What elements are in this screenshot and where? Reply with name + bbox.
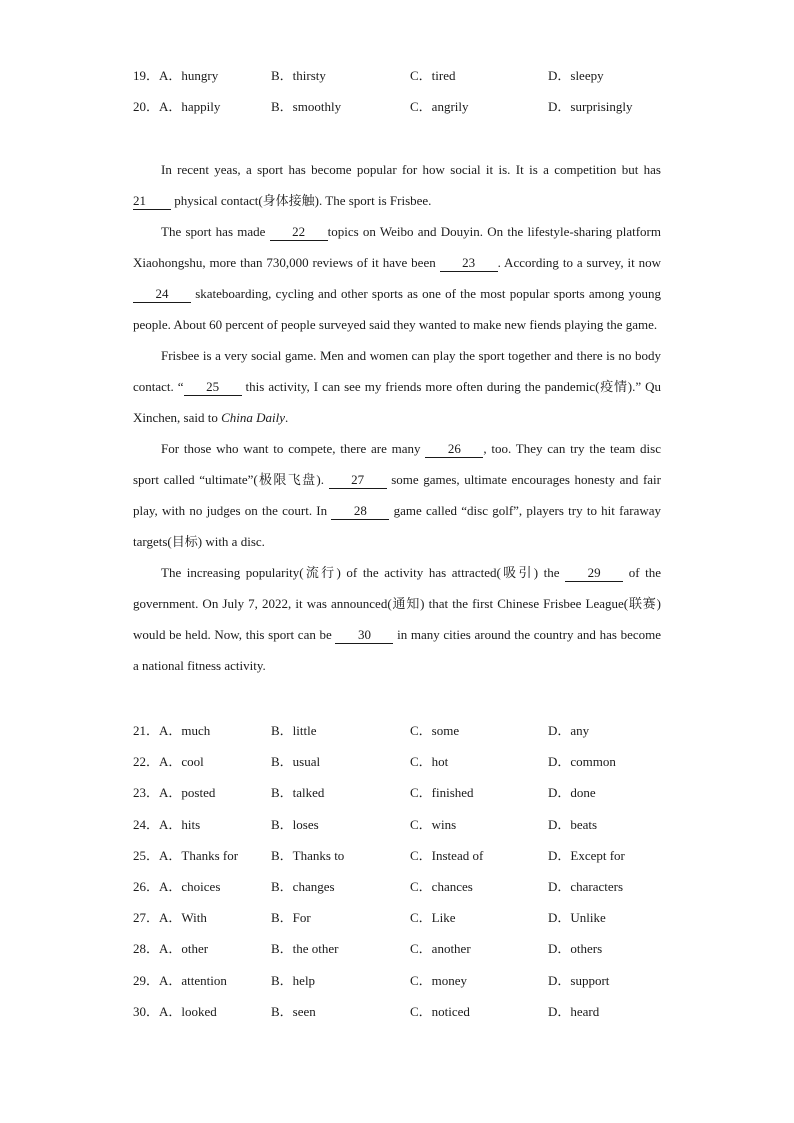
option-d: D．done (548, 785, 596, 800)
option-a-text: A．attention (159, 973, 227, 988)
option-d: D．heard (548, 1004, 600, 1019)
question-number: 23． (133, 785, 160, 800)
option-b: B．thirsty (271, 68, 326, 83)
question-row (133, 908, 673, 928)
option-b: B．loses (271, 817, 319, 832)
option-a-text: A．choices (159, 879, 221, 894)
option-a (133, 877, 220, 897)
option-b: B．talked (271, 785, 325, 800)
blank-21: 21 (133, 193, 171, 210)
option-b: B．changes (271, 879, 335, 894)
option-d: D．others (548, 941, 603, 956)
option-a (133, 721, 210, 741)
option-c: C．Like (410, 910, 456, 925)
option-a (133, 783, 215, 803)
passage (133, 154, 661, 681)
paragraph-3: Frisbee is a very social game. Men and women can play the sport together and there is no body contact. “ 25 this activity, I can see my friends more often during the pandemic(疫情).” Qu Xinchen, said to China Daily. (133, 348, 661, 425)
option-d: D．characters (548, 879, 624, 894)
option-a-text: A．looked (159, 1004, 217, 1019)
question-row (133, 721, 673, 741)
option-d: D．Except for (548, 848, 625, 863)
option-b: B．seen (271, 1004, 316, 1019)
blank-25: 25 (184, 379, 242, 396)
paragraph-2: The sport has made 22 topics on Weibo and Douyin. On the lifestyle-sharing platform Xiaohongshu, more than 730,000 reviews of it have been 23 . According to a survey, it now 24 skateboarding, cycling and other sports as one of the most popular sports among young people. About 60 percent of people surveyed said they wanted to make new fiends playing the game. (133, 224, 662, 332)
option-c: C．angrily (410, 99, 469, 114)
question-row (133, 1002, 673, 1022)
blank-23: 23 (440, 255, 498, 272)
option-a-text: A．cool (159, 754, 204, 769)
option-b: B．Thanks to (271, 848, 345, 863)
blank-29: 29 (565, 565, 623, 582)
option-a-text: A．much (159, 723, 211, 738)
paragraph-1: In recent yeas, a sport has become popular for how social it is. It is a competition but has 21 physical contact(身体接触). The sport is Frisbee. (133, 162, 661, 208)
question-number: 28． (133, 941, 160, 956)
blank-24: 24 (133, 286, 191, 303)
option-c: C．noticed (410, 1004, 470, 1019)
option-d: D．Unlike (548, 910, 606, 925)
option-c: C．hot (410, 754, 449, 769)
option-b: B．usual (271, 754, 321, 769)
question-number: 24． (133, 817, 160, 832)
option-d: D．sleepy (548, 68, 604, 83)
question-number: 21． (133, 723, 160, 738)
option-c: C．another (410, 941, 471, 956)
option-d: D．surprisingly (548, 99, 633, 114)
option-c: C．some (410, 723, 460, 738)
option-a-text: A．Thanks for (159, 848, 239, 863)
question-row (133, 846, 673, 866)
question-row (133, 815, 673, 835)
question-number: 25． (133, 848, 160, 863)
blank-30: 30 (335, 627, 393, 644)
option-c: C．money (410, 973, 468, 988)
option-d: D．beats (548, 817, 598, 832)
option-b: B．help (271, 973, 316, 988)
question-row (133, 752, 673, 772)
question-number: 19．A．hungry (133, 68, 219, 83)
blank-26: 26 (425, 441, 483, 458)
question-row (133, 971, 673, 991)
option-c: C．finished (410, 785, 474, 800)
option-d: D．any (548, 723, 590, 738)
question-row (133, 939, 673, 959)
question-number: 30． (133, 1004, 160, 1019)
question-number: 27． (133, 910, 160, 925)
option-a (133, 908, 207, 928)
question-number: 26． (133, 879, 160, 894)
option-d: D．support (548, 973, 610, 988)
option-c: C．wins (410, 817, 457, 832)
option-a-text: A．hits (159, 817, 201, 832)
option-c: C．tired (410, 68, 456, 83)
question-row (133, 783, 673, 803)
option-a (133, 815, 200, 835)
paragraph-5: The increasing popularity(流行) of the activity has attracted(吸引) the 29 of the government. On July 7, 2022, it was announced(通知) that the first Chinese Frisbee League(联赛) would be held. Now, this sport can be 30 in many cities around the country and has become a national fitness activity. (133, 565, 661, 673)
option-a (133, 1002, 217, 1022)
question-number: 29． (133, 973, 160, 988)
blank-27: 27 (329, 472, 387, 489)
question-19 (133, 66, 673, 86)
option-a (133, 846, 238, 866)
question-row (133, 877, 673, 897)
source-title: China Daily (221, 410, 286, 425)
option-a (133, 752, 204, 772)
option-b: B．the other (271, 941, 339, 956)
option-b: B．For (271, 910, 311, 925)
option-b: B．little (271, 723, 317, 738)
blank-28: 28 (331, 503, 389, 520)
option-c: C．Instead of (410, 848, 484, 863)
question-number: 22． (133, 754, 160, 769)
question-number: 20．A．happily (133, 99, 221, 114)
option-a (133, 939, 208, 959)
question-20 (133, 97, 673, 117)
option-d: D．common (548, 754, 616, 769)
option-a-text: A．With (159, 910, 207, 925)
option-a-text: A．posted (159, 785, 216, 800)
option-b: B．smoothly (271, 99, 342, 114)
option-a (133, 971, 227, 991)
paragraph-4: For those who want to compete, there are many 26 , too. They can try the team disc sport called “ultimate”(极限飞盘). 27 some games, ultimate encourages honesty and fair play, with no judges on the court. In 28 game called “disc golf”, players try to hit faraway targets(目标) with a disc. (133, 441, 661, 549)
blank-22: 22 (270, 224, 328, 241)
option-c: C．chances (410, 879, 473, 894)
option-a-text: A．other (159, 941, 209, 956)
